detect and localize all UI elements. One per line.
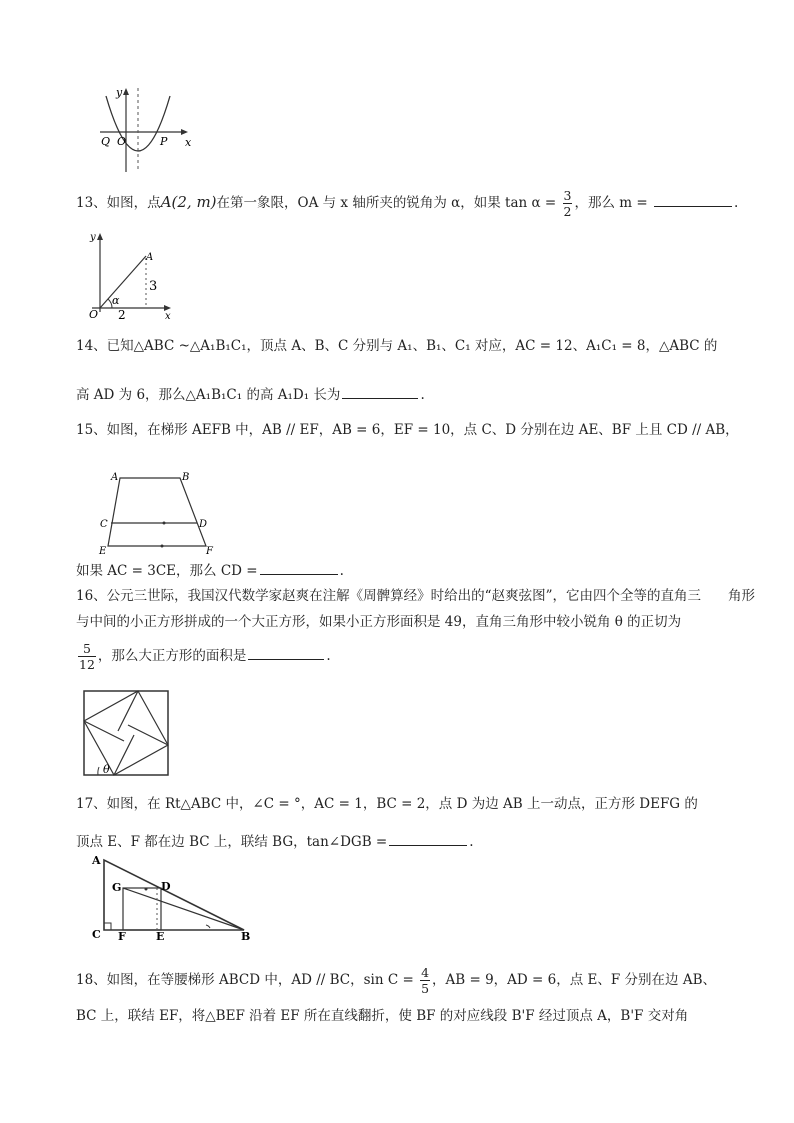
q18-text-2: BC 上，联结 EF，将△BEF 沿着 EF 所在直线翻折，使 BF 的对应线段 B'F 经过顶点 A，B'F 交对角 [76, 1008, 689, 1024]
question-15-line-2 [76, 560, 718, 581]
question-16-line-1 [76, 586, 755, 606]
q13-text-b: 在第一象限， [216, 195, 298, 211]
label-y: y [90, 232, 96, 243]
q16-text-1: 16、公元三世际，我国汉代数学家赵爽在注解《周髀算经》时给出的“赵爽弦图”，它由四个全等的直角三 角形 [76, 588, 755, 604]
midpoint-EF [161, 545, 164, 548]
label-three: 3 [149, 279, 158, 294]
label-O: O [117, 135, 127, 148]
q18-fraction-num: 4 [421, 965, 430, 980]
question-15-line-1 [76, 420, 739, 440]
q16-fraction-num: 5 [78, 641, 96, 657]
question-13 [76, 188, 739, 219]
q14-answer-blank[interactable] [342, 384, 418, 399]
midpoint-CD [163, 522, 166, 525]
label-y: y [116, 86, 123, 99]
label-theta: θ [103, 763, 110, 776]
q13-text-a: 13、如图，点 [76, 195, 161, 211]
question-16-line-3 [76, 638, 718, 674]
q13-fraction-num: 3 [563, 188, 572, 203]
figure-parabola [96, 84, 200, 174]
label-D: D [161, 880, 171, 893]
label-B: B [241, 930, 251, 943]
label-x: x [165, 311, 171, 320]
question-14-line-1 [76, 336, 718, 356]
label-A: A [92, 854, 101, 867]
q13-fraction [563, 188, 573, 219]
figure-trapezoid [96, 468, 220, 558]
q13-answer-blank[interactable] [654, 192, 732, 207]
q16-fraction-den: 12 [79, 657, 95, 672]
q15-text-2: 如果 AC = 3CE，那么 CD = [76, 563, 258, 579]
q16-text-3: ，那么大正方形的面积是 [97, 648, 247, 664]
q15-answer-blank[interactable] [260, 560, 338, 575]
q17-answer-blank[interactable] [389, 831, 467, 846]
label-E: E [156, 930, 165, 943]
q13-fraction-den: 2 [563, 204, 572, 219]
label-B: B [182, 472, 190, 483]
label-E: E [99, 546, 107, 557]
question-17-line-1 [76, 794, 718, 814]
label-two: 2 [118, 308, 126, 320]
label-D: D [199, 519, 208, 530]
q16-answer-blank[interactable] [248, 645, 324, 660]
segment-BG [123, 888, 244, 930]
figure-angle-alpha [86, 228, 180, 320]
q18-text-a: 18、如图，在等腰梯形 ABCD 中，AD // BC，sin C = [76, 972, 414, 988]
figure-zhao-shuang [82, 689, 172, 779]
y-axis-arrow [123, 88, 129, 95]
label-x: x [185, 136, 192, 149]
trapezoid-AEFB [108, 478, 206, 546]
label-C: C [92, 928, 101, 941]
question-18-line-2 [76, 1006, 718, 1026]
q17-text-2: 顶点 E、F 都在边 BC 上，联结 BG，tan∠DGB = [76, 834, 388, 850]
inner-tilted-square [84, 691, 168, 775]
label-G: G [112, 881, 122, 894]
q16-fraction [78, 641, 96, 672]
triangle-ABC [104, 860, 244, 930]
figure-right-triangle [86, 852, 256, 944]
question-14-line-2 [76, 384, 718, 405]
q15-end: . [339, 563, 344, 579]
big-square [84, 691, 168, 775]
q13-end: . [733, 195, 739, 211]
x-axis-arrow [181, 129, 188, 135]
label-P: P [160, 135, 168, 148]
label-O: O [89, 308, 99, 320]
q13-text-d: ，那么 m = [574, 195, 648, 211]
label-A: A [111, 472, 119, 483]
q17-end: . [469, 834, 474, 850]
question-17-line-2 [76, 831, 718, 852]
y-axis-arrow [97, 233, 103, 240]
label-alpha: α [112, 294, 120, 307]
label-Q: Q [101, 135, 111, 148]
label-A: A [146, 252, 154, 263]
question-16-line-2 [76, 612, 718, 632]
q16-end: . [326, 648, 331, 664]
label-F: F [206, 546, 213, 557]
q18-fraction [420, 965, 430, 996]
right-angle-mark [104, 923, 111, 930]
angle-mark-B [206, 925, 210, 928]
segment-OA [100, 256, 146, 308]
label-C: C [100, 519, 108, 530]
q13-point: A(2, m) [160, 193, 217, 211]
theta-arc [98, 767, 99, 775]
q18-text-b: ，AB = 9，AD = 6，点 E、F 分别在边 AB、 [432, 972, 716, 988]
q13-text-c: OA 与 x 轴所夹的锐角为 α，如果 tan α = [297, 195, 557, 211]
q14-text-2: 高 AD 为 6，那么△A₁B₁C₁ 的高 A₁D₁ 长为 [76, 387, 341, 403]
q15-text-1: 15、如图，在梯形 AEFB 中，AB // EF，AB = 6，EF = 10，点 C、D 分别在边 AE、BF 上且 CD // AB， [76, 422, 739, 438]
label-F: F [118, 930, 126, 943]
question-18-line-1 [76, 962, 718, 998]
q14-end: . [420, 387, 425, 403]
q17-text-1: 17、如图，在 Rt△ABC 中，∠C = °，AC = 1，BC = 2，点 D 为边 AB 上一动点，正方形 DEFG 的 [76, 796, 698, 812]
point-on-AB [145, 888, 148, 891]
q14-text-1: 14、已知△ABC ~△A₁B₁C₁，顶点 A、B、C 分别与 A₁、B₁、C₁ 对应，AC = 12、A₁C₁ = 8，△ABC 的 [76, 338, 718, 354]
q16-text-2: 与中间的小正方形拼成的一个大正方形，如果小正方形面积是 49，直角三角形中较小锐角 θ 的正切为 [76, 614, 682, 630]
q18-fraction-den: 5 [421, 981, 430, 996]
